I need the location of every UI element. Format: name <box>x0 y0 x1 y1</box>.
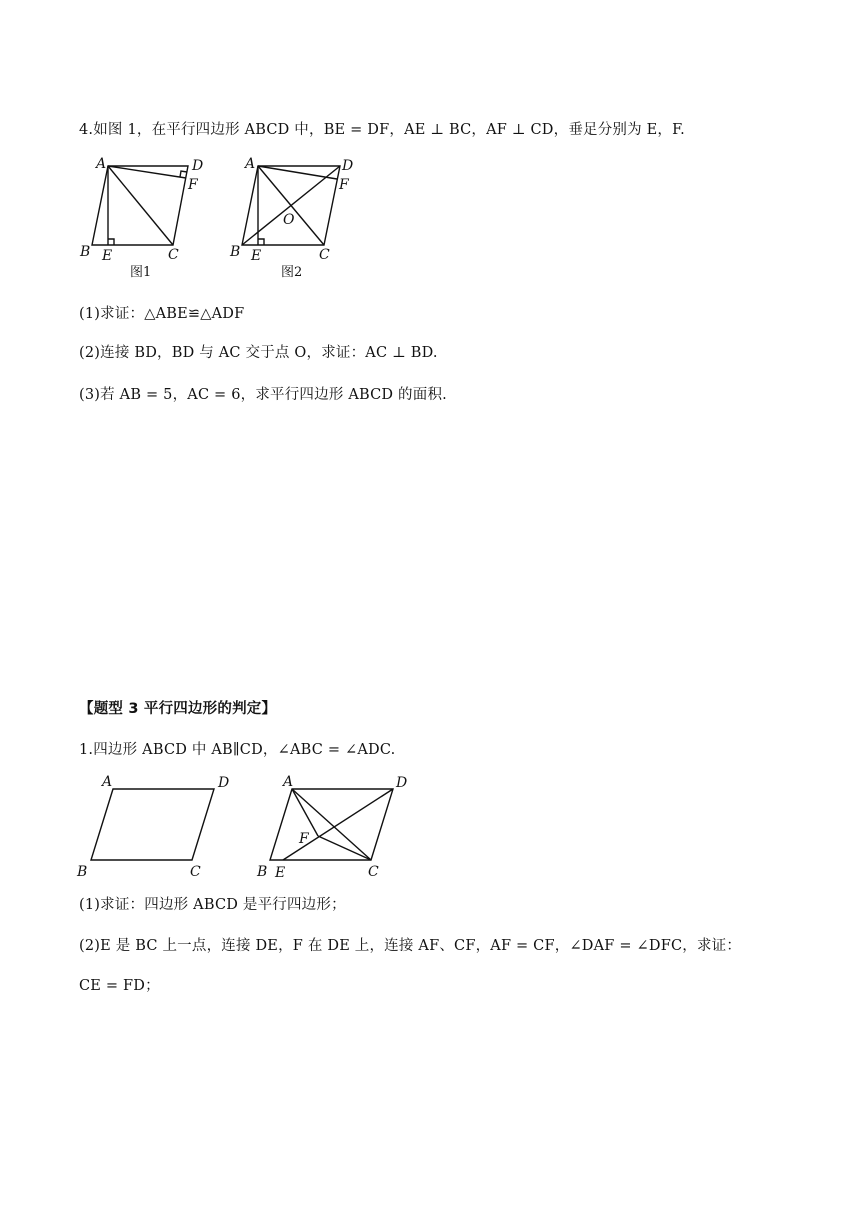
label-c: C <box>168 247 179 263</box>
problem1-question2-line2: CE = FD； <box>79 978 160 994</box>
diagonal-ac <box>108 166 173 245</box>
label-f: F <box>299 831 309 847</box>
label-c: C <box>190 864 201 880</box>
problem4-figure2 <box>230 155 370 285</box>
label-e: E <box>102 248 113 264</box>
segment-cf <box>318 836 371 860</box>
altitude-af <box>108 166 186 178</box>
label-b: B <box>257 864 268 880</box>
parallelogram-abcd <box>91 789 214 860</box>
problem4-stem: 4.如图 1，在平行四边形 ABCD 中，BE = DF，AE ⊥ BC，AF ⊥ CD，垂足分别为 E，F. <box>79 122 685 138</box>
section-heading: 【题型 3 平行四边形的判定】 <box>79 701 277 717</box>
right-angle-e <box>258 239 264 245</box>
figure1-caption: 图1 <box>130 265 152 280</box>
label-e: E <box>275 865 286 881</box>
right-angle-e <box>108 239 114 245</box>
label-a: A <box>96 156 107 172</box>
label-c: C <box>368 864 379 880</box>
problem1-stem: 1.四边形 ABCD 中 AB∥CD，∠ABC = ∠ADC. <box>79 742 396 758</box>
label-d: D <box>342 158 354 174</box>
label-f: F <box>188 177 198 193</box>
problem4-figure1 <box>78 155 208 285</box>
label-b: B <box>77 864 88 880</box>
altitude-af <box>258 166 337 179</box>
label-c: C <box>319 247 330 263</box>
label-a: A <box>245 156 256 172</box>
label-d: D <box>218 775 230 791</box>
problem1-question2-line1: (2)E 是 BC 上一点，连接 DE，F 在 DE 上，连接 AF、CF，AF = CF，∠DAF = ∠DFC，求证： <box>79 938 742 954</box>
problem1-question1: (1)求证：四边形 ABCD 是平行四边形； <box>79 897 346 913</box>
label-e: E <box>251 248 262 264</box>
label-f: F <box>339 177 349 193</box>
label-a: A <box>283 774 294 790</box>
problem1-figure2 <box>255 772 425 882</box>
segment-de <box>283 789 393 860</box>
figure2-caption: 图2 <box>281 265 303 280</box>
problem1-figure1 <box>76 772 236 882</box>
problem4-question2: (2)连接 BD，BD 与 AC 交于点 O，求证：AC ⊥ BD. <box>79 345 438 361</box>
label-b: B <box>80 244 91 260</box>
label-d: D <box>192 158 204 174</box>
segment-ac <box>292 789 371 860</box>
label-b: B <box>230 244 241 260</box>
label-d: D <box>396 775 408 791</box>
segment-af <box>292 789 318 836</box>
label-a: A <box>102 774 113 790</box>
label-o: O <box>283 212 295 228</box>
problem4-question1: (1)求证：△ABE≌△ADF <box>79 306 245 322</box>
diagonal-bd <box>242 166 340 245</box>
problem4-question3: (3)若 AB = 5，AC = 6，求平行四边形 ABCD 的面积. <box>79 387 447 403</box>
